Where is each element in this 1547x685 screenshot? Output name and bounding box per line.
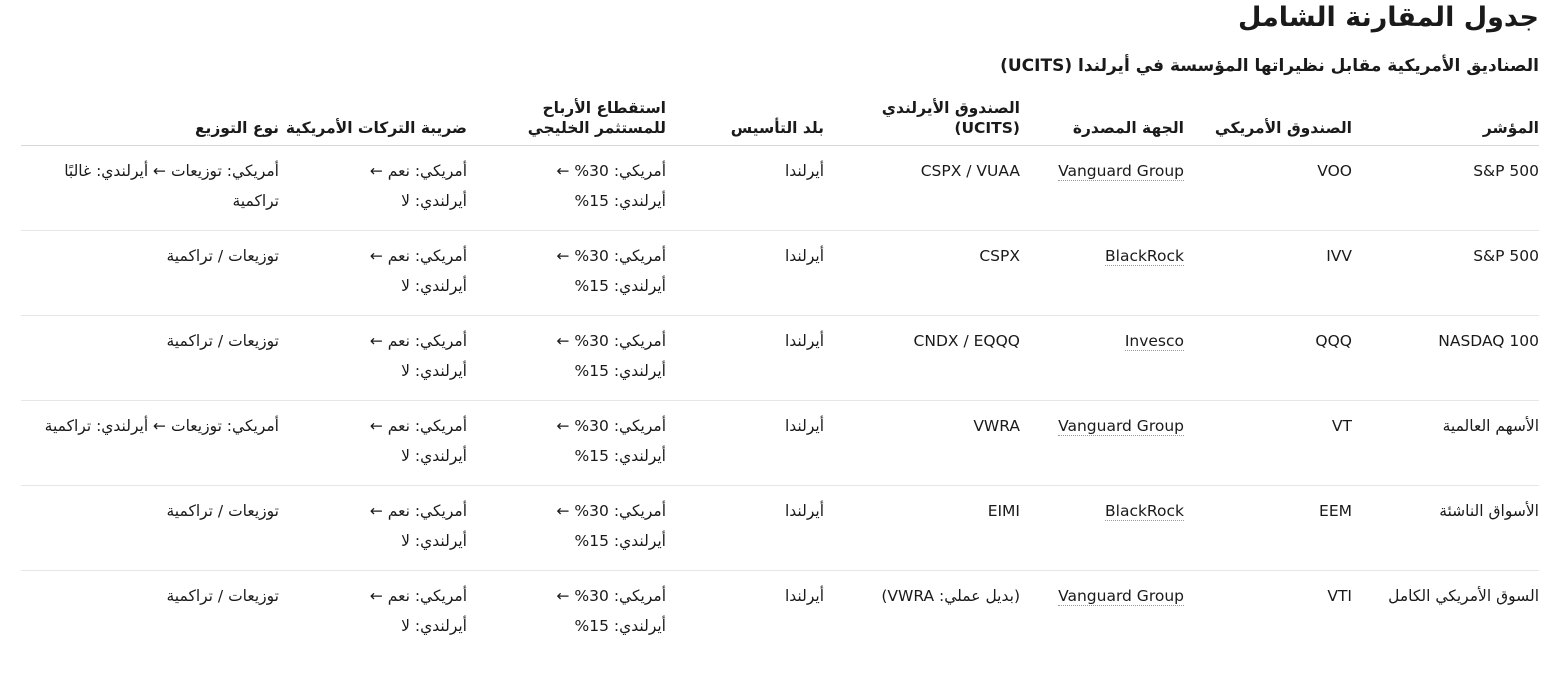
cell-issuer xyxy=(1020,231,1184,316)
cell-estate-tax xyxy=(279,231,467,316)
estate-us: أمريكي: نعم ← xyxy=(369,332,467,350)
table-row xyxy=(21,401,1539,486)
cell-us-fund: EEM xyxy=(1184,486,1352,571)
withholding-us: أمريكي: 30% ← xyxy=(556,502,666,520)
cell-ie-fund: CSPX xyxy=(824,231,1020,316)
cell-estate-tax xyxy=(279,146,467,231)
table-body xyxy=(21,146,1539,656)
cell-us-fund: QQQ xyxy=(1184,316,1352,401)
estate-us: أمريكي: نعم ← xyxy=(369,587,467,605)
cell-issuer xyxy=(1020,571,1184,656)
cell-us-fund: VOO xyxy=(1184,146,1352,231)
table-header xyxy=(21,93,1539,146)
cell-withholding xyxy=(467,486,666,571)
cell-issuer xyxy=(1020,486,1184,571)
estate-ie: أيرلندي: لا xyxy=(401,532,467,550)
page-title: جدول المقارنة الشامل xyxy=(1237,2,1539,33)
cell-index: الأسواق الناشئة xyxy=(1352,486,1539,571)
cell-estate-tax xyxy=(279,571,467,656)
estate-ie: أيرلندي: لا xyxy=(401,447,467,465)
table-row xyxy=(21,231,1539,316)
cell-index: S&P 500 xyxy=(1352,231,1539,316)
comparison-table xyxy=(21,93,1539,655)
withholding-ie: أيرلندي: 15% xyxy=(574,617,666,635)
cell-ie-fund: VWRA xyxy=(824,401,1020,486)
cell-distribution: توزيعات / تراكمية xyxy=(166,587,279,605)
cell-country: أيرلندا xyxy=(666,316,824,401)
estate-us: أمريكي: نعم ← xyxy=(369,247,467,265)
table-row xyxy=(21,146,1539,231)
cell-index: السوق الأمريكي الكامل xyxy=(1388,587,1539,605)
estate-ie: أيرلندي: لا xyxy=(401,617,467,635)
header-us-fund: الصندوق الأمريكي xyxy=(1184,93,1352,146)
cell-withholding xyxy=(467,571,666,656)
cell-country: أيرلندا xyxy=(666,146,824,231)
header-distribution: نوع التوزيع xyxy=(21,93,279,146)
issuer-link[interactable]: Vanguard Group xyxy=(1058,162,1184,180)
header-index: المؤشر xyxy=(1352,93,1539,146)
cell-distribution: أمريكي: توزيعات ← أيرلندي: تراكمية xyxy=(21,401,279,486)
cell-estate-tax xyxy=(279,316,467,401)
withholding-ie: أيرلندي: 15% xyxy=(574,447,666,465)
cell-us-fund: VTI xyxy=(1327,587,1352,605)
withholding-ie: أيرلندي: 15% xyxy=(574,532,666,550)
cell-estate-tax xyxy=(279,486,467,571)
withholding-ie: أيرلندي: 15% xyxy=(574,192,666,210)
cell-index: NASDAQ 100 xyxy=(1352,316,1539,401)
page-subtitle: الصناديق الأمريكية مقابل نظيراتها المؤسسة في أيرلندا (UCITS) xyxy=(1000,56,1539,76)
cell-index: الأسهم العالمية xyxy=(1352,401,1539,486)
cell-withholding xyxy=(467,316,666,401)
estate-us: أمريكي: نعم ← xyxy=(369,502,467,520)
header-row xyxy=(21,93,1539,146)
withholding-us: أمريكي: 30% ← xyxy=(556,587,666,605)
cell-withholding xyxy=(467,401,666,486)
table-row xyxy=(21,486,1539,571)
withholding-us: أمريكي: 30% ← xyxy=(556,417,666,435)
cell-ie-fund: CSPX / VUAA xyxy=(824,146,1020,231)
header-issuer: الجهة المصدرة xyxy=(1020,93,1184,146)
cell-country: أيرلندا xyxy=(784,587,824,605)
cell-us-fund: IVV xyxy=(1184,231,1352,316)
withholding-ie: أيرلندي: 15% xyxy=(574,277,666,295)
header-estate-tax: ضريبة التركات الأمريكية xyxy=(279,93,467,146)
cell-index: S&P 500 xyxy=(1352,146,1539,231)
estate-us: أمريكي: نعم ← xyxy=(369,417,467,435)
cell-withholding xyxy=(467,231,666,316)
issuer-link[interactable]: Vanguard Group xyxy=(1058,587,1184,605)
issuer-link[interactable]: Vanguard Group xyxy=(1058,417,1184,435)
cell-us-fund: VT xyxy=(1184,401,1352,486)
cell-country: أيرلندا xyxy=(666,231,824,316)
header-ie-fund: الصندوق الأيرلندي (UCITS) xyxy=(824,93,1020,146)
cell-distribution: توزيعات / تراكمية xyxy=(21,231,279,316)
withholding-us: أمريكي: 30% ← xyxy=(556,162,666,180)
table-row xyxy=(21,571,1539,656)
estate-us: أمريكي: نعم ← xyxy=(369,162,467,180)
cell-ie-fund: EIMI xyxy=(824,486,1020,571)
withholding-us: أمريكي: 30% ← xyxy=(556,332,666,350)
header-withholding: استقطاع الأرباح للمستثمر الخليجي xyxy=(467,93,666,146)
cell-distribution: توزيعات / تراكمية xyxy=(21,486,279,571)
issuer-link[interactable]: Invesco xyxy=(1124,332,1184,350)
cell-estate-tax xyxy=(279,401,467,486)
cell-issuer xyxy=(1020,316,1184,401)
table-row xyxy=(21,316,1539,401)
cell-country: أيرلندا xyxy=(666,486,824,571)
estate-ie: أيرلندي: لا xyxy=(401,277,467,295)
cell-issuer xyxy=(1020,146,1184,231)
issuer-link[interactable]: BlackRock xyxy=(1105,502,1184,520)
header-country: بلد التأسيس xyxy=(666,93,824,146)
cell-withholding xyxy=(467,146,666,231)
estate-ie: أيرلندي: لا xyxy=(401,362,467,380)
issuer-link[interactable]: BlackRock xyxy=(1105,247,1184,265)
cell-country: أيرلندا xyxy=(666,401,824,486)
estate-ie: أيرلندي: لا xyxy=(401,192,467,210)
cell-issuer xyxy=(1020,401,1184,486)
cell-ie-fund: CNDX / EQQQ xyxy=(824,316,1020,401)
cell-distribution: توزيعات / تراكمية xyxy=(21,316,279,401)
cell-distribution: أمريكي: توزيعات ← أيرلندي: غالبًا تراكمية xyxy=(21,146,279,231)
withholding-us: أمريكي: 30% ← xyxy=(556,247,666,265)
withholding-ie: أيرلندي: 15% xyxy=(574,362,666,380)
cell-ie-fund: (بديل عملي: VWRA) xyxy=(881,587,1020,605)
